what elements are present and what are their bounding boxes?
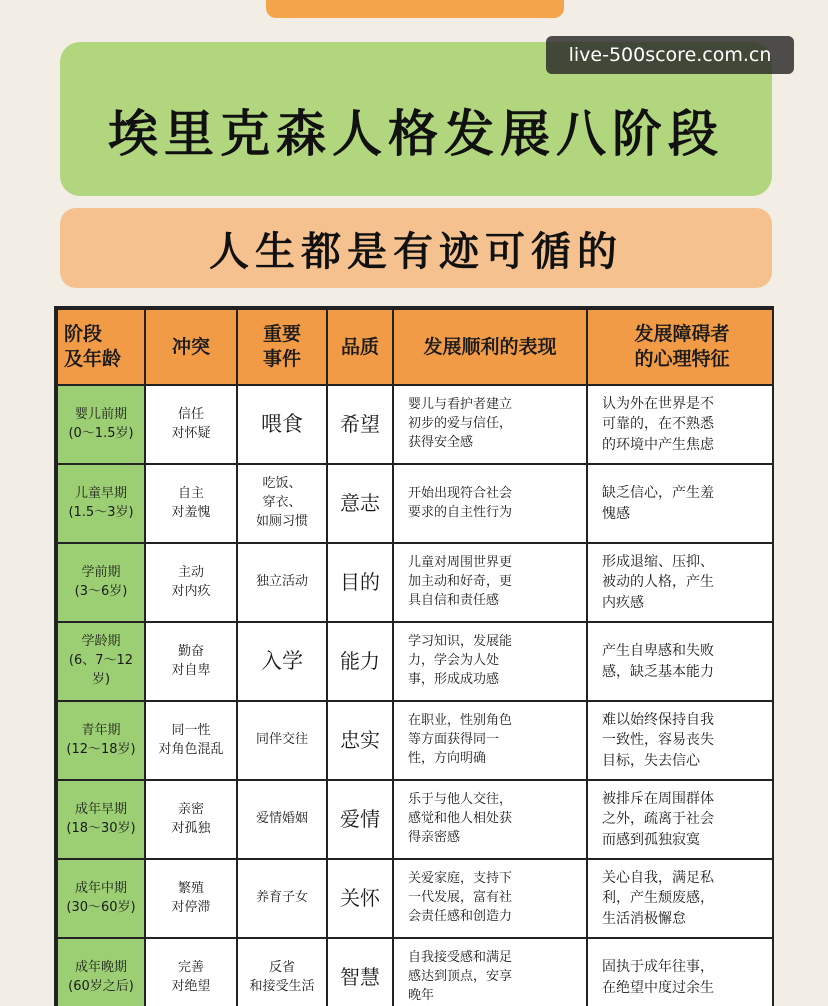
conflict-cell: 繁殖 对停滞 [145,859,237,938]
conflict-cell: 自主 对羞愧 [145,464,237,543]
page-title: 埃里克森人格发展八阶段 [108,105,724,163]
quality-cell: 关怀 [327,859,393,938]
conflict-cell: 完善 对绝望 [145,938,237,1006]
stage-cell: 成年晚期 (60岁之后) [57,938,145,1006]
header-positive: 发展顺利的表现 [393,309,587,385]
table-header-row [57,309,774,385]
header-negative: 发展障碍者 的心理特征 [587,309,774,385]
watermark: live-500score.com.cn [546,36,794,74]
quality-cell: 意志 [327,464,393,543]
positive-cell: 在职业，性别角色 等方面获得同一 性，方向明确 [393,701,587,780]
stage-cell: 成年早期 (18～30岁) [57,780,145,859]
positive-cell: 关爱家庭，支持下 一代发展，富有社 会责任感和创造力 [393,859,587,938]
quality-cell: 爱情 [327,780,393,859]
positive-cell: 婴儿与看护者建立 初步的爱与信任， 获得安全感 [393,385,587,464]
negative-cell: 固执于成年往事， 在绝望中度过余生 [587,938,774,1006]
page-subtitle: 人生都是有迹可循的 [209,228,623,275]
event-cell: 喂食 [237,385,327,464]
table-row [57,543,774,622]
event-cell: 同伴交往 [237,701,327,780]
subtitle-banner [60,208,772,288]
negative-cell: 被排斥在周围群体 之外，疏离于社会 而感到孤独寂寞 [587,780,774,859]
table-row [57,622,774,701]
quality-cell: 能力 [327,622,393,701]
top-tab-decoration [266,0,564,18]
quality-cell: 希望 [327,385,393,464]
positive-cell: 学习知识，发展能 力，学会为人处 事，形成成功感 [393,622,587,701]
event-cell: 反省 和接受生活 [237,938,327,1006]
header-event: 重要 事件 [237,309,327,385]
negative-cell: 关心自我，满足私 利，产生颓废感， 生活消极懈怠 [587,859,774,938]
event-cell: 爱情婚姻 [237,780,327,859]
stage-cell: 学前期 (3～6岁) [57,543,145,622]
event-cell: 养育子女 [237,859,327,938]
header-conflict: 冲突 [145,309,237,385]
stage-cell: 青年期 (12～18岁) [57,701,145,780]
stage-cell: 学龄期 (6、7～12岁) [57,622,145,701]
quality-cell: 智慧 [327,938,393,1006]
conflict-cell: 信任 对怀疑 [145,385,237,464]
positive-cell: 自我接受感和满足 感达到顶点，安享 晚年 [393,938,587,1006]
header-stage: 阶段 及年龄 [57,309,145,385]
stage-cell: 成年中期 (30～60岁) [57,859,145,938]
table-row [57,938,774,1006]
header-quality: 品质 [327,309,393,385]
stages-table-container [54,306,774,1006]
positive-cell: 儿童对周围世界更 加主动和好奇，更 具自信和责任感 [393,543,587,622]
event-cell: 独立活动 [237,543,327,622]
table-row [57,859,774,938]
positive-cell: 开始出现符合社会 要求的自主性行为 [393,464,587,543]
stages-table [56,308,774,1006]
negative-cell: 形成退缩、压抑、 被动的人格，产生 内疚感 [587,543,774,622]
negative-cell: 产生自卑感和失败 感，缺乏基本能力 [587,622,774,701]
conflict-cell: 主动 对内疚 [145,543,237,622]
quality-cell: 目的 [327,543,393,622]
event-cell: 吃饭、 穿衣、 如厕习惯 [237,464,327,543]
table-row [57,780,774,859]
table-row [57,385,774,464]
event-cell: 入学 [237,622,327,701]
stage-cell: 儿童早期 (1.5～3岁) [57,464,145,543]
conflict-cell: 同一性 对角色混乱 [145,701,237,780]
stage-cell: 婴儿前期 (0～1.5岁) [57,385,145,464]
positive-cell: 乐于与他人交往， 感觉和他人相处获 得亲密感 [393,780,587,859]
table-row [57,701,774,780]
table-row [57,464,774,543]
quality-cell: 忠实 [327,701,393,780]
negative-cell: 认为外在世界是不 可靠的，在不熟悉 的环境中产生焦虑 [587,385,774,464]
conflict-cell: 亲密 对孤独 [145,780,237,859]
conflict-cell: 勤奋 对自卑 [145,622,237,701]
negative-cell: 缺乏信心，产生羞 愧感 [587,464,774,543]
negative-cell: 难以始终保持自我 一致性，容易丧失 目标，失去信心 [587,701,774,780]
